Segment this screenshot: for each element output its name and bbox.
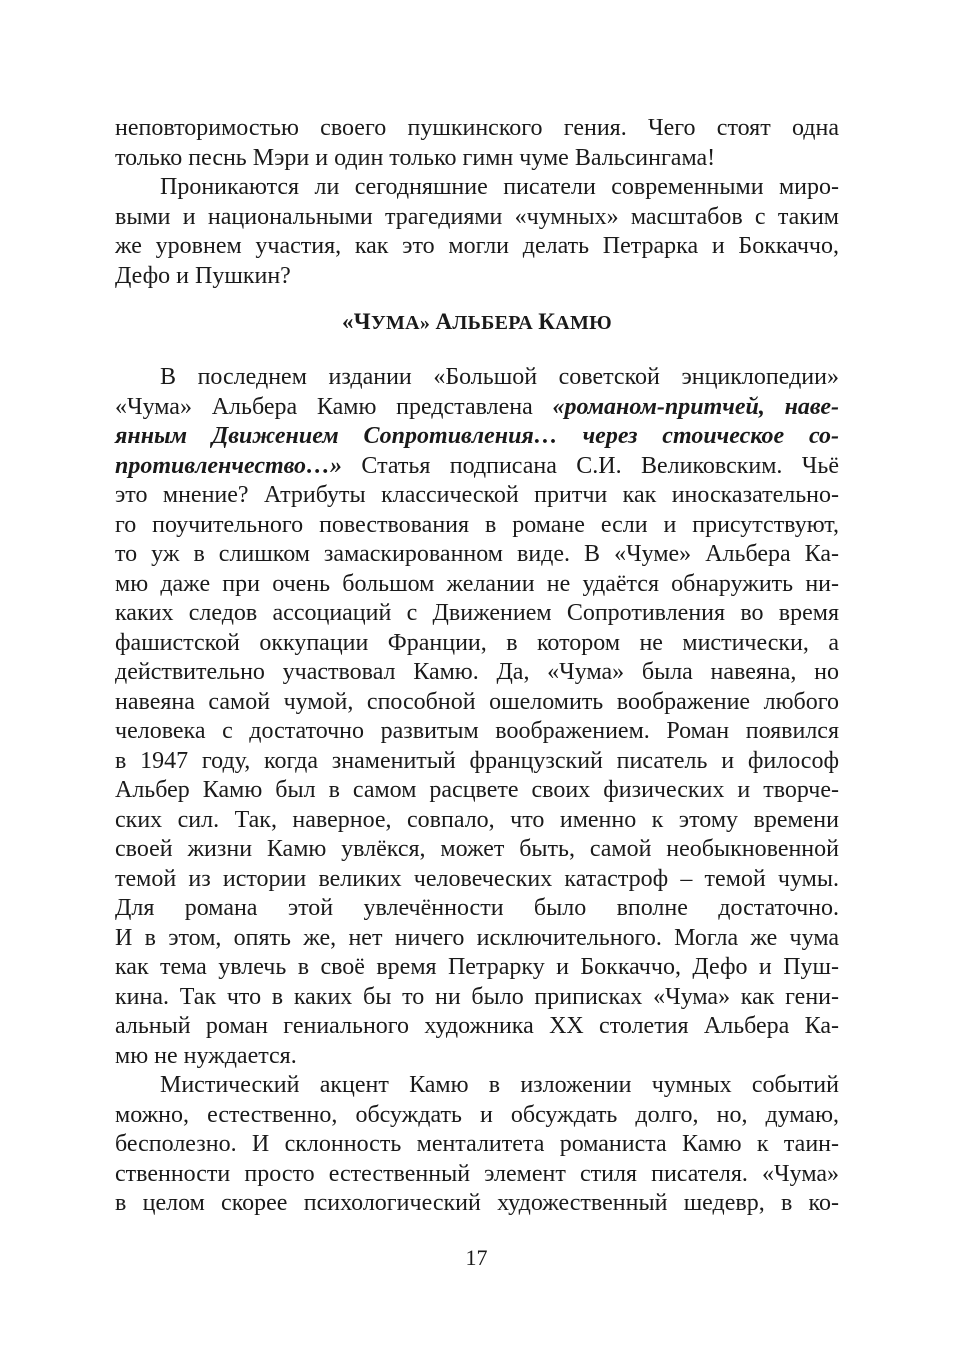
- plain-text: «Чума» Альбера Камю представлена: [115, 393, 553, 420]
- text-line: каких следов ассоциаций с Движением Сопротивления во время: [115, 600, 839, 626]
- section-heading: [115, 307, 839, 337]
- text-line: ственности просто естественный элемент стиля писателя. «Чума»: [115, 1160, 839, 1187]
- text-line: действительно участвовал Камю. Да, «Чума» была навеяна, но: [115, 659, 839, 685]
- text-line: кина. Так что в каких бы то ни было приписках «Чума» как гени-: [115, 983, 839, 1010]
- text-line: Альбер Камю был в самом расцвете своих физических и творче-: [115, 777, 839, 803]
- text-line: выми и национальными трагедиями «чумных» масштабов с таким: [115, 203, 839, 230]
- heading-small: ЛЬБЕРА: [452, 312, 539, 334]
- quote-emphasis: «романом-притчей, наве-: [552, 393, 839, 420]
- text-line: навеяна самой чумой, способной ошеломить воображение любого: [115, 688, 839, 715]
- page-text: [115, 114, 839, 1219]
- text-line: В последнем издании «Большой советской энциклопедии»: [160, 364, 839, 390]
- plain-text: Статья подписана С.И. Великовским. Чьё: [342, 452, 839, 479]
- text-line: ских сил. Так, наверное, совпало, что именно к этому времени: [115, 806, 839, 833]
- text-line: в 1947 году, когда знаменитый французский писатель и философ: [115, 747, 839, 774]
- heading-cap: Ч: [353, 309, 371, 334]
- heading-cap: А: [435, 309, 453, 334]
- text-line: своей жизни Камю увлёкся, может быть, самой необыкновенной: [115, 836, 839, 862]
- text-line: Для романа этой увлечённости было вполне достаточно.: [115, 895, 839, 921]
- text-line: го поучительного повествования в романе если и присутствуют,: [115, 511, 839, 538]
- text-line: человека с достаточно развитым воображением. Роман появился: [115, 718, 839, 744]
- paragraph-encyclopedia: [115, 363, 839, 1071]
- text-line: же уровнем участия, как это могли делать Петрарка и Боккаччо,: [115, 233, 839, 259]
- text-line: Дефо и Пушкин?: [115, 262, 291, 289]
- text-line: фашистской оккупации Франции, в котором не мистически, а: [115, 629, 839, 656]
- heading-small: АМЮ: [555, 312, 613, 334]
- text-line: в целом скорее психологический художественный шедевр, в ко-: [115, 1190, 839, 1216]
- text-line: [115, 452, 839, 482]
- heading-small: УМА»: [370, 312, 436, 334]
- heading-quote: «: [341, 309, 354, 334]
- text-line: мю даже при очень большом желании не удаётся обнаружить ни-: [115, 570, 839, 597]
- paragraph-question: [115, 173, 839, 291]
- paragraph-continuation: [115, 114, 839, 173]
- text-line: бесполезно. И склонность менталитета романиста Камю к таин-: [115, 1131, 839, 1157]
- text-line: можно, естественно, обсуждать и обсуждать долго, но, думаю,: [115, 1101, 839, 1128]
- quote-emphasis-line: янным Движением Сопротивления… через стоическое со-: [115, 423, 839, 449]
- text-line: альный роман гениального художника XX столетия Альбера Ка-: [115, 1013, 839, 1039]
- text-line: только песнь Мэри и один только гимн чуме Вальсингама!: [115, 144, 716, 171]
- text-line: то уж в слишком замаскированном виде. В «Чуме» Альбера Ка-: [115, 541, 839, 567]
- text-line: [115, 393, 839, 423]
- text-line: Мистический акцент Камю в изложении чумных событий: [160, 1072, 839, 1098]
- quote-emphasis: противленчество…»: [115, 452, 343, 479]
- heading-cap: К: [538, 309, 556, 334]
- page-number: 17: [465, 1245, 488, 1270]
- text-line: Проникаются ли сегодняшние писатели современными миро-: [160, 174, 839, 200]
- text-line: И в этом, опять же, нет ничего исключительного. Могла же чума: [115, 924, 839, 951]
- text-line: темой из истории великих человеческих катастроф – темой чумы.: [115, 865, 839, 892]
- text-line: неповторимостью своего пушкинского гения. Чего стоят одна: [115, 115, 839, 141]
- text-line: мю не нуждается.: [115, 1042, 297, 1069]
- paragraph-mystical: [115, 1071, 839, 1219]
- text-line: как тема увлечь в своё время Петрарку и Боккаччо, Дефо и Пуш-: [115, 954, 839, 980]
- text-line: это мнение? Атрибуты классической притчи как иносказательно-: [115, 482, 839, 508]
